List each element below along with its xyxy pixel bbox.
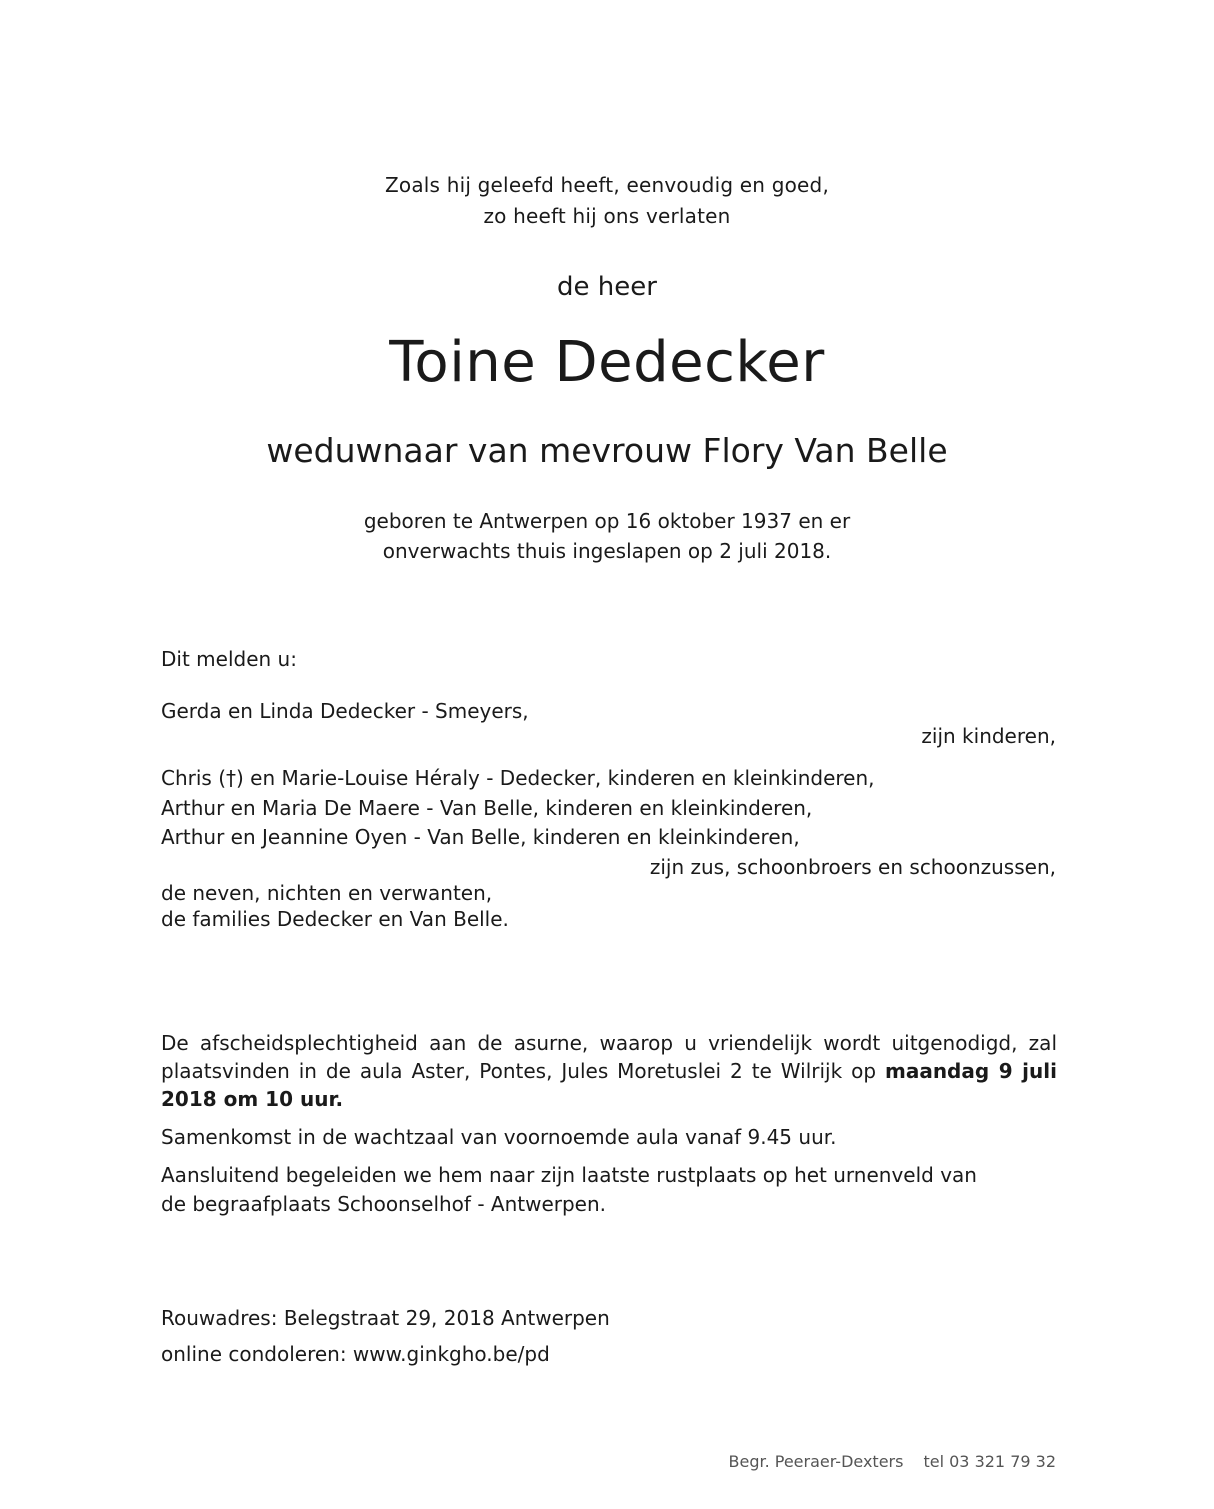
honorific: de heer	[557, 272, 657, 302]
sibling-line-2: Arthur en Maria De Maere - Van Belle, kinderen en kleinkinderen,	[161, 796, 813, 820]
announcement-intro: Dit melden u:	[161, 647, 297, 671]
gathering-text: Samenkomst in de wachtzaal van voornoemde aula vanaf 9.45 uur.	[161, 1125, 837, 1149]
relatives-line-2: de families Dedecker en Van Belle.	[161, 907, 509, 931]
online-condolences: online condoleren: www.ginkgho.be/pd	[161, 1342, 550, 1366]
funeral-home-name: Begr. Peeraer-Dexters	[728, 1452, 904, 1471]
birth-line: geboren te Antwerpen op 16 oktober 1937 en er	[363, 509, 851, 533]
burial-line-1: Aansluitend begeleiden we hem naar zijn laatste rustplaats op het urnenveld van	[161, 1163, 977, 1187]
ceremony-paragraph	[161, 1029, 1057, 1113]
quote-line-2: zo heeft hij ons verlaten	[483, 204, 731, 228]
children-relation: zijn kinderen,	[921, 724, 1056, 748]
siblings-relation: zijn zus, schoonbroers en schoonzussen,	[649, 855, 1056, 879]
widower-of: weduwnaar van mevrouw Flory Van Belle	[266, 431, 948, 470]
children-names: Gerda en Linda Dedecker - Smeyers,	[161, 699, 529, 723]
funeral-home-phone: tel 03 321 79 32	[923, 1452, 1056, 1471]
quote-line-1: Zoals hij geleefd heeft, eenvoudig en goed,	[384, 173, 830, 197]
burial-line-2: de begraafplaats Schoonselhof - Antwerpen.	[161, 1192, 607, 1216]
death-line: onverwachts thuis ingeslapen op 2 juli 2018.	[382, 539, 832, 563]
ceremony-text: De afscheidsplechtigheid aan de asurne, waarop u vriendelijk wordt uitgenodigd, zal plaatsvinden in de aula Aster, Pontes, Jules Moretuslei 2 te Wilrijk op	[161, 1031, 1057, 1083]
relatives-line-1: de neven, nichten en verwanten,	[161, 881, 493, 905]
sibling-line-3: Arthur en Jeannine Oyen - Van Belle, kinderen en kleinkinderen,	[161, 825, 800, 849]
sibling-line-1: Chris (†) en Marie-Louise Héraly - Dedecker, kinderen en kleinkinderen,	[161, 766, 875, 790]
ceremony-date: maandag 9 juli 2018 om 10 uur.	[161, 1059, 1057, 1111]
deceased-name: Toine Dedecker	[389, 330, 825, 395]
mourning-address: Rouwadres: Belegstraat 29, 2018 Antwerpen	[161, 1306, 610, 1330]
funeral-home-footer	[729, 1452, 1057, 1471]
